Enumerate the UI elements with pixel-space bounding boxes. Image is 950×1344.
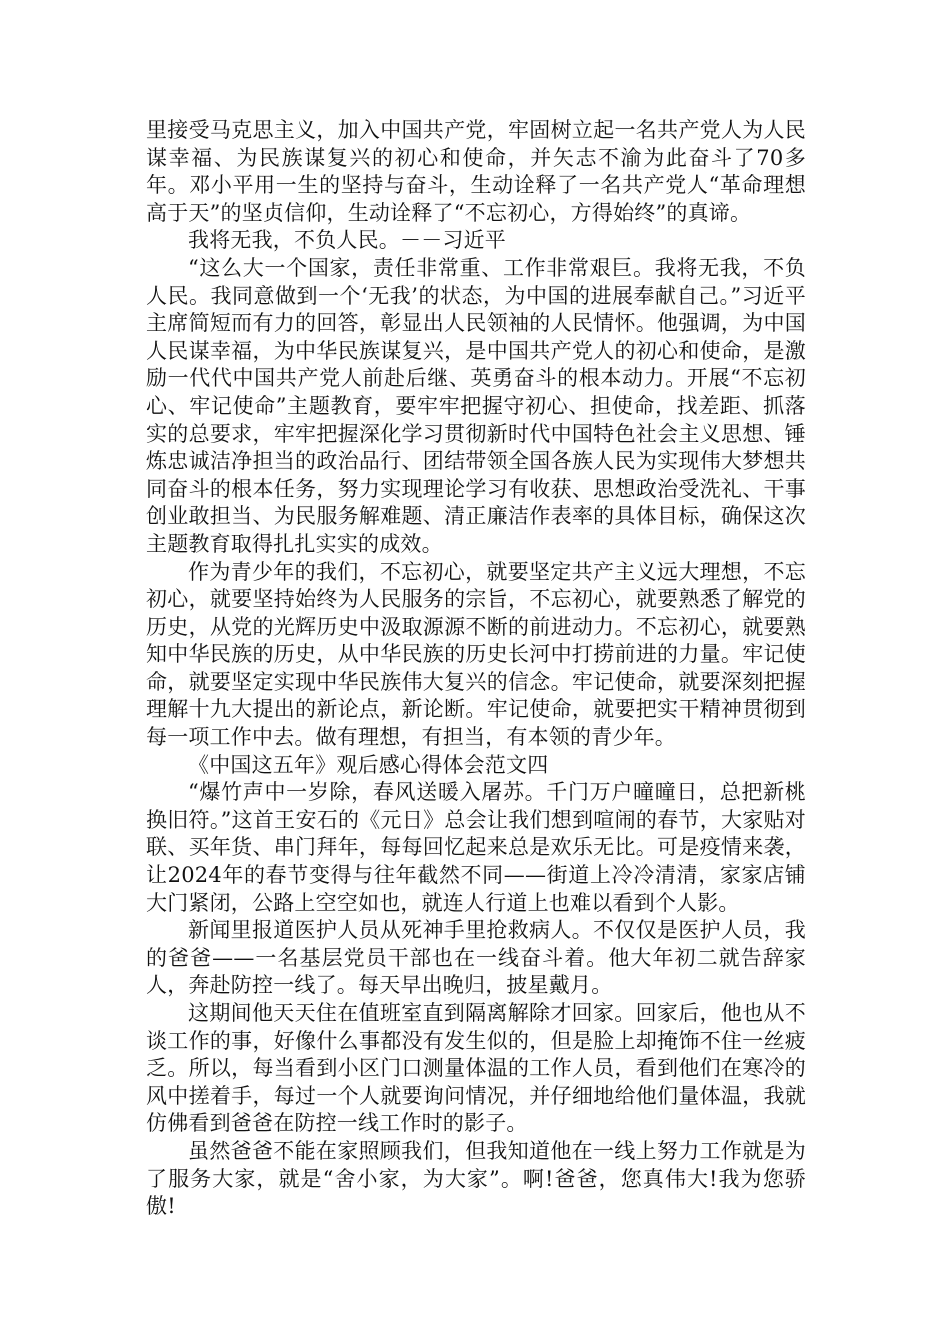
- document-page: [146, 117, 806, 1221]
- paragraph: 这期间他天天住在值班室直到隔离解除才回家。回家后，他也从不谈工作的事，好像什么事都没有发生似的，但是脸上却掩饰不住一丝疲乏。所以，每当看到小区门口测量体温的工作人员，看到他们在寒冷的风中搓着手，每过一个人就要询问情况，并仔细地给他们量体温，我就仿佛看到爸爸在防控一线工作时的影子。: [146, 1001, 806, 1136]
- paragraph: 虽然爸爸不能在家照顾我们，但我知道他在一线上努力工作就是为了服务大家，就是“舍小家，为大家”。啊!爸爸，您真伟大!我为您骄傲!: [146, 1138, 806, 1219]
- paragraph-continued: 里接受马克思主义，加入中国共产党，牢固树立起一名共产党人为人民谋幸福、为民族谋复兴的初心和使命，并矢志不渝为此奋斗了70多年。邓小平用一生的坚持与奋斗，生动诠释了一名共产党人“革命理想高于天”的坚贞信仰，生动诠释了“不忘初心，方得始终”的真谛。: [146, 118, 806, 225]
- paragraph: “爆竹声中一岁除，春风送暖入屠苏。千门万户曈曈日，总把新桃换旧符。”这首王安石的《元日》总会让我们想到喧闹的春节，大家贴对联、买年货、串门拜年，每每回忆起来总是欢乐无比。可是疫情来袭，让2024年的春节变得与往年截然不同——街道上冷冷清清，家家店铺大门紧闭，公路上空空如也，就连人行道上也难以看到个人影。: [146, 780, 806, 915]
- paragraph: 新闻里报道医护人员从死神手里抢救病人。不仅仅是医护人员，我的爸爸——一名基层党员干部也在一线奋斗着。他大年初二就告辞家人，奔赴防控一线了。每天早出晚归，披星戴月。: [146, 918, 806, 998]
- paragraph: 作为青少年的我们，不忘初心，就要坚定共产主义远大理想，不忘初心，就要坚持始终为人民服务的宗旨，不忘初心，就要熟悉了解党的历史，从党的光辉历史中汲取源源不断的前进动力。不忘初心，就要熟知中华民族的历史，从中华民族的历史长河中打捞前进的力量。牢记使命，就要坚定实现中华民族伟大复兴的信念。牢记使命，就要深刻把握理解十九大提出的新论点，新论断。牢记使命，就要把实干精神贯彻到每一项工作中去。做有理想，有担当，有本领的青少年。: [146, 559, 806, 750]
- paragraph: “这么大一个国家，责任非常重、工作非常艰巨。我将无我，不负人民。我同意做到一个‘无我’的状态，为中国的进展奉献自己。”习近平主席简短而有力的回答，彰显出人民领袖的人民情怀。他强调，为中国人民谋幸福，为中华民族谋复兴，是中国共产党人的初心和使命，是激励一代代中国共产党人前赴后继、英勇奋斗的根本动力。开展“不忘初心、牢记使命”主题教育，要牢牢把握守初心、担使命，找差距、抓落实的总要求，牢牢把握深化学习贯彻新时代中国特色社会主义思想、锤炼忠诚洁净担当的政治品行、团结带领全国各族人民为实现伟大梦想共同奋斗的根本任务，努力实现理论学习有收获、思想政治受洗礼、干事创业敢担当、为民服务解难题、清正廉洁作表率的具体目标，确保这次主题教育取得扎扎实实的成效。: [146, 255, 806, 556]
- section-heading: 《中国这五年》观后感心得体会范文四: [188, 752, 549, 777]
- quote-heading: 我将无我，不负人民。－－习近平: [188, 228, 506, 253]
